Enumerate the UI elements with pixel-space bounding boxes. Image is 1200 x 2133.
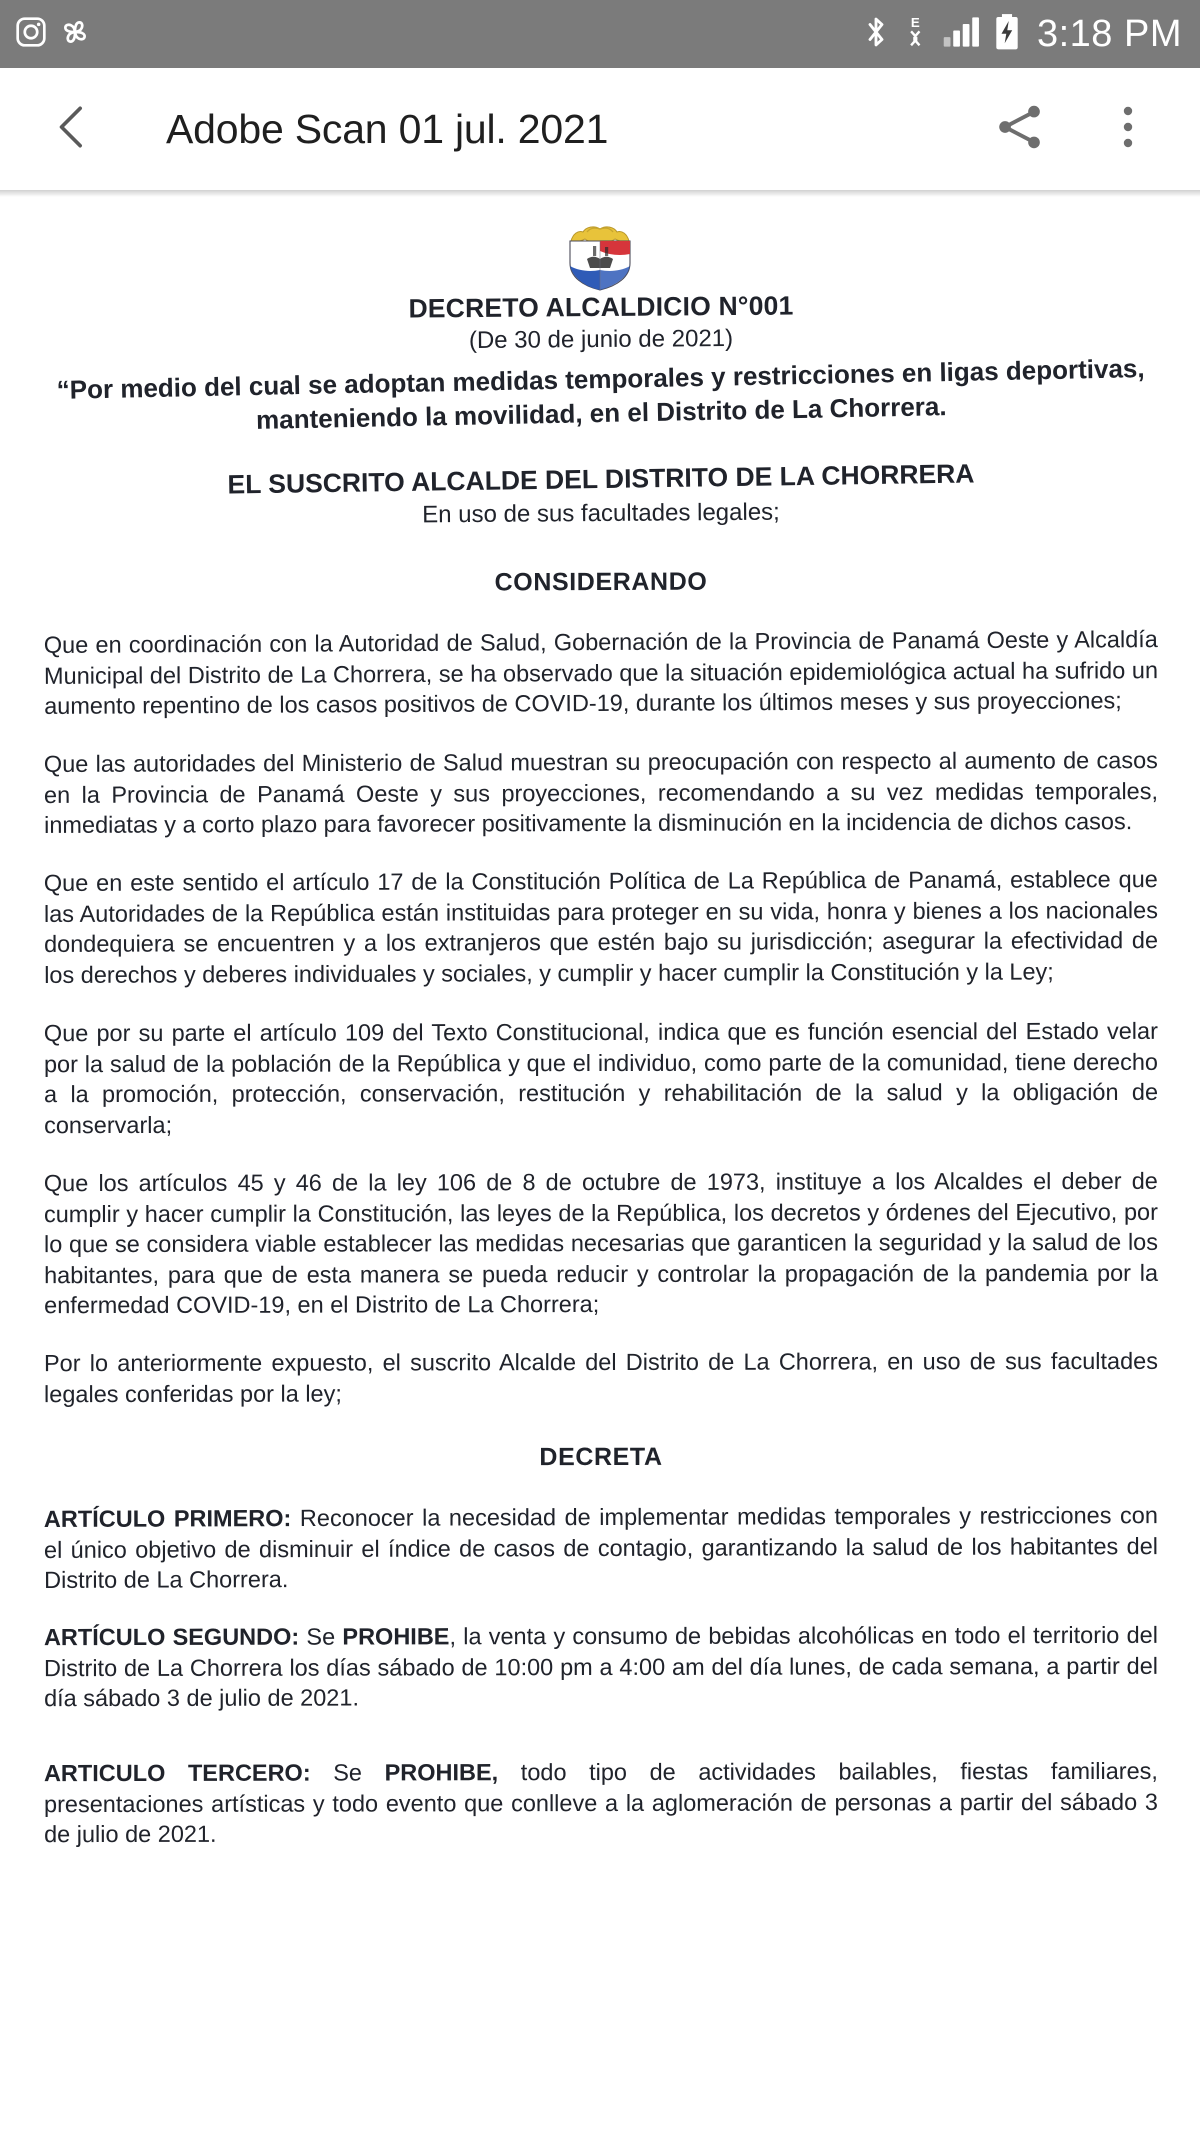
status-bar-system-icons xyxy=(863,13,1182,56)
overflow-menu-button[interactable] xyxy=(1092,93,1164,165)
article-emphasis: PROHIBE, xyxy=(384,1759,499,1786)
battery-charging-icon xyxy=(994,13,1020,56)
considerando-paragraph: Que las autoridades del Ministerio de Salud muestran su preocupación con respecto al aumento de casos en la Provincia de Panamá Oeste y sus proyecciones, recomendando a su vez medidas temporales, inmediatas y a corto plazo para favorecer positivamente la disminución en la incidencia de dichos casos. xyxy=(43,746,1159,838)
considerando-paragraph: Por lo anteriormente expuesto, el suscrito Alcalde del Distrito de La Chorrera, en uso de sus facultades legales conferidas por la ley; xyxy=(43,1348,1158,1408)
page-title: Adobe Scan 01 jul. 2021 xyxy=(166,105,609,152)
pinwheel-icon xyxy=(58,15,92,54)
article-emphasis: PROHIBE xyxy=(342,1623,450,1650)
article-paragraph xyxy=(42,1620,1160,1714)
coat-of-arms-wrap xyxy=(0,219,1200,291)
app-bar-shadow xyxy=(0,190,1200,197)
considerando-paragraph: Que en coordinación con la Autoridad de Salud, Gobernación de la Provincia de Panamá Oeste y Alcaldía Municipal del Distrito de La Chorrera, se ha observado que la situación epidemiológica actual ha sufrido un aumento repentino de los casos positivos de COVID-19, durante los últimos meses y sus proyecciones; xyxy=(43,626,1159,720)
decreta-heading: DECRETA xyxy=(539,1442,663,1471)
article-paragraph xyxy=(42,1500,1160,1596)
signal-bars-icon xyxy=(943,15,981,54)
status-bar-clock: 3:18 PM xyxy=(1036,12,1182,55)
coat-of-arms-icon xyxy=(557,219,643,291)
svg-text:E: E xyxy=(910,14,920,30)
instagram-icon xyxy=(14,15,48,54)
article-paragraph xyxy=(42,1756,1160,1850)
decree-heading: DECRETO ALCALDICIO N°001 xyxy=(408,290,794,324)
article-label: ARTICULO TERCERO: xyxy=(43,1759,311,1786)
considerando-heading: CONSIDERANDO xyxy=(494,567,708,597)
share-icon xyxy=(992,99,1048,160)
decree-date: (De 30 de junio de 2021) xyxy=(468,324,734,354)
status-bar xyxy=(0,0,1200,68)
app-bar-actions xyxy=(984,93,1164,165)
chevron-left-icon xyxy=(44,99,100,160)
status-bar-notification-icons xyxy=(14,15,92,54)
article-body: , la venta y consumo de bebidas alcohólicas en todo el territorio del Distrito de La Chorrera los días sábado de 10:00 pm a 4:00 am del día lunes, de cada semana, a partir del día sábado 3 de julio de 2021. xyxy=(43,1622,1159,1712)
authority-line: En uso de sus facultades legales; xyxy=(422,498,780,529)
share-button[interactable] xyxy=(984,93,1056,165)
decree-subject: “Por medio del cual se adoptan medidas temporales y restricciones en ligas deportivas, manteniendo la movilidad, en el Distrito de La Chorrera. xyxy=(56,352,1145,435)
edge-data-icon xyxy=(902,13,930,56)
signatory-line: EL SUSCRITO ALCALDE DEL DISTRITO DE LA CHORRERA xyxy=(227,458,975,500)
scanned-document-page xyxy=(0,197,1200,1848)
considerando-paragraph: Que por su parte el artículo 109 del Texto Constitucional, indica que es función esencial del Estado velar por la salud de la población de la República y que el individuo, como parte de la comunidad, tiene derecho a la promoción, protección, conservación, restitución y rehabilitación de la salud y la obligación de conservarla; xyxy=(43,1017,1159,1138)
considerando-paragraph: Que los artículos 45 y 46 de la ley 106 de 8 de octubre de 1973, instituye a los Alcaldes el deber de cumplir y hacer cumplir la Constitución, las leyes de la República, los decretos y órdenes del Ejecutivo, por lo que se considera viable establecer las medidas necesarias que garanticen la seguridad y la salud de los habitantes, para que de esta manera se pueda reducir y controlar la propagación de la pandemia por la enfermedad COVID-19, en el Distrito de La Chorrera; xyxy=(43,1167,1159,1319)
back-button[interactable] xyxy=(30,87,114,171)
considerando-paragraph: Que en este sentido el artículo 17 de la Constitución Política de La República de Panamá, establece que las Autoridades de la República están instituidas para proteger en su vida, honra y bienes a los nacionales dondequiera se encuentren y a los extranjeros que estén bajo su jurisdicción; asegurar la efectividad de los derechos y deberes individuales y sociales, y cumplir y hacer cumplir la Constitución y la Ley; xyxy=(43,866,1159,988)
article-body-prefix: Se xyxy=(299,1623,343,1650)
overflow-menu-icon xyxy=(1105,99,1151,160)
document-viewer[interactable] xyxy=(0,190,1200,2133)
article-body: Reconocer la necesidad de implementar medidas temporales y restricciones con el único objetivo de disminuir el índice de casos de contagio, garantizando la salud de los habitantes del Distrito de La Chorrera. xyxy=(43,1501,1159,1593)
article-label: ARTÍCULO SEGUNDO: xyxy=(43,1623,300,1651)
article-label: ARTÍCULO PRIMERO: xyxy=(43,1504,292,1532)
article-body-prefix: Se xyxy=(310,1759,385,1786)
article-body: todo tipo de actividades bailables, fiestas familiares, presentaciones artísticas y todo evento que conlleve a la aglomeración de personas a partir del sábado 3 de julio de 2021. xyxy=(43,1757,1159,1848)
app-bar xyxy=(0,68,1200,190)
bluetooth-icon xyxy=(863,14,889,55)
